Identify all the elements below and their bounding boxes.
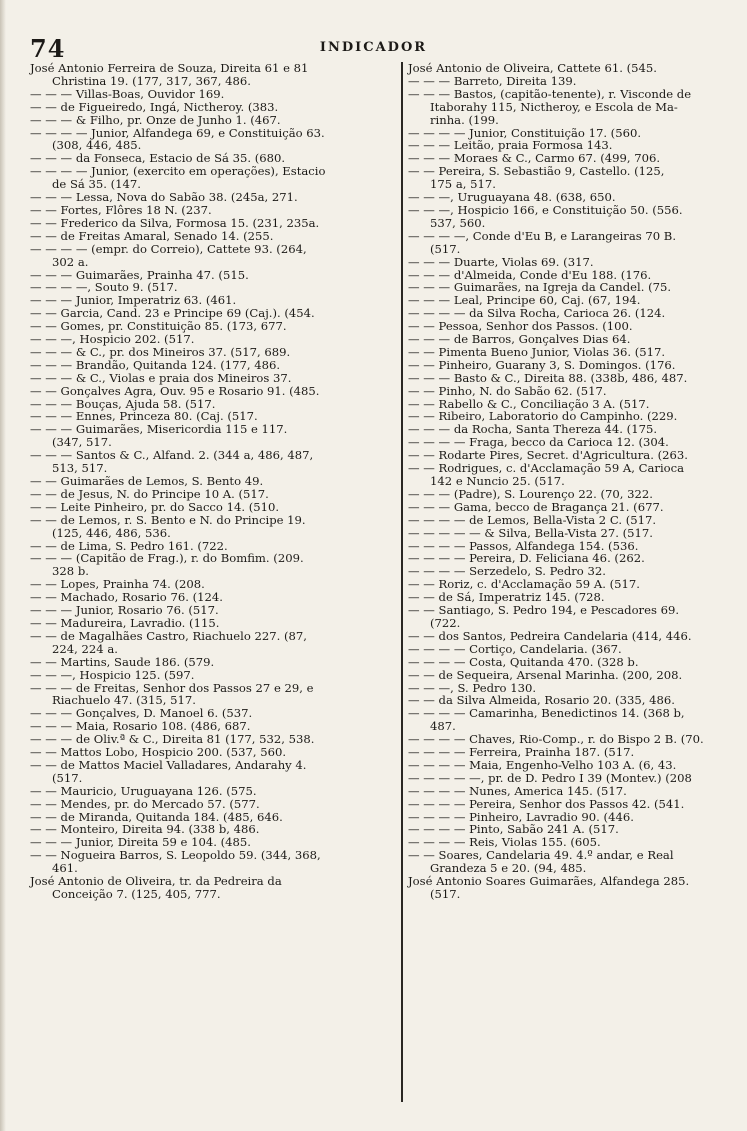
directory-entry (30, 243, 396, 269)
entry-line: José Antonio de Oliveira, Cattete 61. (545. (408, 61, 657, 75)
directory-entry (30, 849, 396, 875)
directory-entry (408, 849, 726, 875)
directory-entry (30, 875, 396, 901)
page-number: 74 (30, 34, 66, 63)
entry-continuation: (722. (430, 615, 461, 630)
page-spine-shadow (0, 0, 6, 1131)
entry-line: — — — — Junior, Constituição 17. (560. (408, 125, 642, 140)
entry-line: — — — — de Lemos, Bella-Vista 2 C. (517. (408, 512, 657, 527)
entry-line: — — — Gonçalves, D. Manoel 6. (537. (30, 706, 253, 721)
directory-entry (30, 62, 396, 88)
entry-line: — — — — Cortiço, Candelaria. (367. (408, 641, 622, 656)
column-divider (401, 62, 403, 1102)
entry-line: — — — Leal, Principe 60, Caj. (67, 194. (408, 293, 641, 308)
directory-entry (408, 204, 726, 230)
entry-line: — — — — Pinheiro, Lavradio 90. (446. (408, 809, 634, 824)
entry-line: — — Mauricio, Uruguayana 126. (575. (30, 783, 257, 798)
directory-entry (408, 462, 726, 488)
entry-line: — — — — Serzedelo, S. Pedro 32. (408, 564, 606, 579)
entry-continuation: 142 e Nuncio 25. (517. (430, 474, 565, 488)
entry-line: — — Mendes, pr. do Mercado 57. (577. (30, 796, 260, 811)
entry-line: — — — — Maia, Engenho-Velho 103 A. (6, 43. (408, 757, 677, 772)
entry-line: — — Martins, Saude 186. (579. (30, 654, 215, 669)
entry-line: — — —, Hospicio 202. (517. (30, 332, 195, 347)
entry-continuation: (347, 517. (52, 435, 112, 450)
entry-line: — — Pinho, N. do Sabão 62. (517. (408, 383, 607, 398)
entry-line: — — de Magalhães Castro, Riachuelo 227. (87, (30, 628, 307, 643)
entry-line: — — Madureira, Lavradio. (115. (30, 615, 220, 630)
entry-line: — — — Junior, Direita 59 e 104. (485. (30, 835, 251, 850)
entry-line: — — — Junior, Rosario 76. (517. (30, 603, 219, 618)
entry-line: — — de Mattos Maciel Valladares, Andarahy 4. (30, 757, 307, 772)
entry-line: — — — d'Almeida, Conde d'Eu 188. (176. (408, 267, 652, 282)
entry-line: — — — Maia, Rosario 108. (486, 687. (30, 719, 251, 734)
directory-entry (30, 552, 396, 578)
entry-line: — — Rabello & C., Conciliação 3 A. (517. (408, 396, 650, 411)
entry-continuation: Christina 19. (177, 317, 367, 486. (52, 73, 251, 88)
entry-line: — — Rodrigues, c. d'Acclamação 59 A, Carioca (408, 461, 685, 476)
entry-line: José Antonio de Oliveira, tr. da Pedreira da (30, 874, 282, 889)
entry-line: — — — Villas-Boas, Ouvidor 169. (30, 86, 225, 101)
entry-continuation: Grandeza 5 e 20. (94, 485. (430, 861, 587, 876)
running-head: INDICADOR (319, 40, 428, 55)
entry-line: — — Fortes, Flôres 18 N. (237. (30, 202, 212, 217)
entry-line: — — de Jesus, N. do Principe 10 A. (517. (30, 486, 269, 501)
entry-line: José Antonio Ferreira de Souza, Direita 61 e 81 (30, 61, 309, 75)
entry-continuation: de Sá 35. (147. (52, 177, 141, 192)
entry-line: — — Roriz, c. d'Acclamação 59 A. (517. (408, 577, 640, 592)
directory-entry (408, 875, 726, 901)
entry-line: José Antonio Soares Guimarães, Alfandega 285. (408, 874, 690, 889)
entry-line: — — da Silva Almeida, Rosario 20. (335, 486. (408, 693, 675, 708)
entry-continuation: 513, 517. (52, 461, 108, 476)
entry-line: — — — Guimarães, na Igreja da Candel. (75. (408, 280, 672, 295)
entry-line: — — — Barreto, Direita 139. (408, 73, 577, 88)
entry-line: — — — Bouças, Ajuda 58. (517. (30, 396, 216, 411)
entry-continuation: 328 b. (52, 564, 89, 579)
directory-entry (30, 165, 396, 191)
entry-line: — — — — — & Silva, Bella-Vista 27. (517. (408, 525, 653, 540)
entry-line: — — Ribeiro, Laboratorio do Campinho. (229. (408, 409, 678, 424)
entry-line: — — Nogueira Barros, S. Leopoldo 59. (344, 368, (30, 848, 321, 863)
entry-line: — — — — Pereira, D. Feliciana 46. (262. (408, 551, 645, 566)
entry-line: — — — — Fraga, becco da Carioca 12. (304. (408, 435, 669, 450)
entry-continuation: 302 a. (52, 254, 89, 269)
entry-line: — — — — Camarinha, Benedictinos 14. (368 b, (408, 706, 685, 721)
entry-line: — — — — Costa, Quitanda 470. (328 b. (408, 654, 639, 669)
entry-line: — — de Figueiredo, Ingá, Nictheroy. (383. (30, 99, 279, 114)
directory-entry (30, 423, 396, 449)
entry-line: — — — de Oliv.ª & C., Direita 81 (177, 532, 538. (30, 732, 315, 747)
entry-line: — — dos Santos, Pedreira Candelaria (414, 446. (408, 628, 692, 643)
left-column (30, 62, 396, 901)
entry-line: — — Gonçalves Agra, Ouv. 95 e Rosario 91. (485. (30, 383, 320, 398)
entry-continuation: (517. (430, 241, 461, 256)
entry-line: — — Frederico da Silva, Formosa 15. (231, 235a. (30, 215, 320, 230)
directory-entry (408, 165, 726, 191)
entry-line: — — Garcia, Cand. 23 e Principe 69 (Caj.). (454. (30, 306, 315, 321)
entry-line: — — — (Capitão de Frag.), r. do Bomfim. (209. (30, 551, 304, 566)
entry-line: — — — Junior, Imperatriz 63. (461. (30, 293, 237, 308)
entry-continuation: Riachuelo 47. (315, 517. (52, 693, 196, 708)
entry-line: — — — — Ferreira, Prainha 187. (517. (408, 745, 635, 760)
entry-line: — — — Moraes & C., Carmo 67. (499, 706. (408, 151, 661, 166)
entry-line: — — — — da Silva Rocha, Carioca 26. (124. (408, 306, 666, 321)
entry-line: — — — — Pinto, Sabão 241 A. (517. (408, 822, 619, 837)
entry-line: — — de Lima, S. Pedro 161. (722. (30, 538, 228, 553)
entry-line: — — —, Hospicio 166, e Constituição 50. (556. (408, 202, 683, 217)
directory-entry (30, 449, 396, 475)
entry-line: — — — & C., Violas e praia dos Mineiros 37. (30, 370, 292, 385)
entry-continuation: (125, 446, 486, 536. (52, 525, 171, 540)
directory-entry (408, 230, 726, 256)
entry-continuation: 224, 224 a. (52, 641, 118, 656)
entry-line: — — de Freitas Amaral, Senado 14. (255. (30, 228, 274, 243)
entry-continuation: Itaborahy 115, Nictheroy, e Escola de Ma- (430, 99, 678, 114)
entry-line: — — — —, Conde d'Eu B, e Larangeiras 70 B. (408, 228, 677, 243)
entry-line: — — — Brandão, Quitanda 124. (177, 486. (30, 357, 281, 372)
entry-line: — — — Leitão, praia Formosa 143. (408, 138, 613, 153)
entry-continuation: 537, 560. (430, 215, 486, 230)
entry-continuation: Conceição 7. (125, 405, 777. (52, 887, 221, 901)
entry-line: — — Monteiro, Direita 94. (338 b, 486. (30, 822, 260, 837)
entry-line: — — — —, Souto 9. (517. (30, 280, 178, 295)
entry-line: — — Santiago, S. Pedro 194, e Pescadores 69. (408, 603, 680, 618)
entry-line: — — — Guimarães, Prainha 47. (515. (30, 267, 249, 282)
directory-entry (408, 88, 726, 127)
entry-line: — — Machado, Rosario 76. (124. (30, 590, 223, 605)
entry-line: — — — Gama, becco de Bragança 21. (677. (408, 499, 664, 514)
entry-line: — — — — (empr. do Correio), Cattete 93. (264, (30, 241, 307, 256)
entry-line: — — — Duarte, Violas 69. (317. (408, 254, 594, 269)
entry-line: — — — — Chaves, Rio-Comp., r. do Bispo 2 B. (70. (408, 732, 704, 747)
right-column (408, 62, 726, 901)
entry-line: — — Leite Pinheiro, pr. do Sacco 14. (510. (30, 499, 280, 514)
entry-line: — — — — Junior, (exercito em operações), Estacio (30, 164, 326, 179)
entry-line: — — — — Reis, Violas 155. (605. (408, 835, 601, 850)
entry-line: — — — (Padre), S. Lourenço 22. (70, 322. (408, 486, 653, 501)
entry-line: — — — de Barros, Gonçalves Dias 64. (408, 332, 631, 347)
entry-line: — — Pereira, S. Sebastião 9, Castello. (125, (408, 164, 665, 179)
entry-continuation: 487. (430, 719, 456, 734)
directory-entry (30, 630, 396, 656)
entry-line: — — Pinheiro, Guarany 3, S. Domingos. (176. (408, 357, 676, 372)
entry-line: — — Soares, Candelaria 49. 4.º andar, e Real (408, 848, 674, 863)
directory-entry (30, 514, 396, 540)
entry-continuation: (308, 446, 485. (52, 138, 142, 153)
entry-line: — — Gomes, pr. Constituição 85. (173, 677. (30, 319, 287, 334)
directory-entry (30, 682, 396, 708)
entry-line: — — — Guimarães, Misericordia 115 e 117. (30, 422, 288, 437)
entry-line: — — —, Uruguayana 48. (638, 650. (408, 190, 616, 205)
entry-line: — — — de Freitas, Senhor dos Passos 27 e 29, e (30, 680, 314, 695)
entry-line: — — — — —, pr. de D. Pedro I 39 (Montev.) (208 (408, 770, 692, 785)
entry-line: — — — — Pereira, Senhor dos Passos 42. (541. (408, 796, 685, 811)
entry-continuation: 175 a, 517. (430, 177, 496, 192)
entry-line: — — de Miranda, Quitanda 184. (485, 646. (30, 809, 283, 824)
entry-line: — — —, S. Pedro 130. (408, 680, 537, 695)
entry-line: — — — Ennes, Princeza 80. (Caj. (517. (30, 409, 258, 424)
entry-line: — — — — Passos, Alfandega 154. (536. (408, 538, 639, 553)
entry-line: — — Rodarte Pires, Secret. d'Agricultura. (263. (408, 448, 688, 463)
entry-line: — — de Lemos, r. S. Bento e N. do Principe 19. (30, 512, 306, 527)
entry-line: — — Pimenta Bueno Junior, Violas 36. (517. (408, 344, 666, 359)
entry-line: — — Pessoa, Senhor dos Passos. (100. (408, 319, 633, 334)
entry-line: — — Lopes, Prainha 74. (208. (30, 577, 205, 592)
entry-continuation: 461. (52, 861, 78, 876)
entry-line: — — Guimarães de Lemos, S. Bento 49. (30, 474, 264, 488)
directory-entry (408, 604, 726, 630)
entry-line: — — — Lessa, Nova do Sabão 38. (245a, 271. (30, 190, 298, 205)
directory-entry (30, 759, 396, 785)
directory-entry (30, 127, 396, 153)
entry-line: — — — da Rocha, Santa Thereza 44. (175. (408, 422, 658, 437)
entry-line: — — — Basto & C., Direita 88. (338b, 486, 487. (408, 370, 688, 385)
entry-line: — — de Sá, Imperatriz 145. (728. (408, 590, 605, 605)
entry-continuation: rinha. (199. (430, 112, 499, 127)
entry-line: — — — & Filho, pr. Onze de Junho 1. (467. (30, 112, 281, 127)
entry-line: — — —, Hospicio 125. (597. (30, 667, 195, 682)
entry-line: — — de Sequeira, Arsenal Marinha. (200, 208. (408, 667, 683, 682)
directory-entry (408, 707, 726, 733)
entry-continuation: (517. (430, 887, 461, 901)
entry-line: — — Mattos Lobo, Hospicio 200. (537, 560. (30, 745, 287, 760)
entry-line: — — — — Junior, Alfandega 69, e Constituição 63. (30, 125, 325, 140)
entry-line: — — — Bastos, (capitão-tenente), r. Visconde de (408, 86, 692, 101)
entry-line: — — — Santos & C., Alfand. 2. (344 a, 486, 487, (30, 448, 314, 463)
entry-line: — — — & C., pr. dos Mineiros 37. (517, 689. (30, 344, 291, 359)
entry-continuation: (517. (52, 770, 83, 785)
entry-line: — — — — Nunes, America 145. (517. (408, 783, 627, 798)
entry-line: — — — da Fonseca, Estacio de Sá 35. (680. (30, 151, 286, 166)
